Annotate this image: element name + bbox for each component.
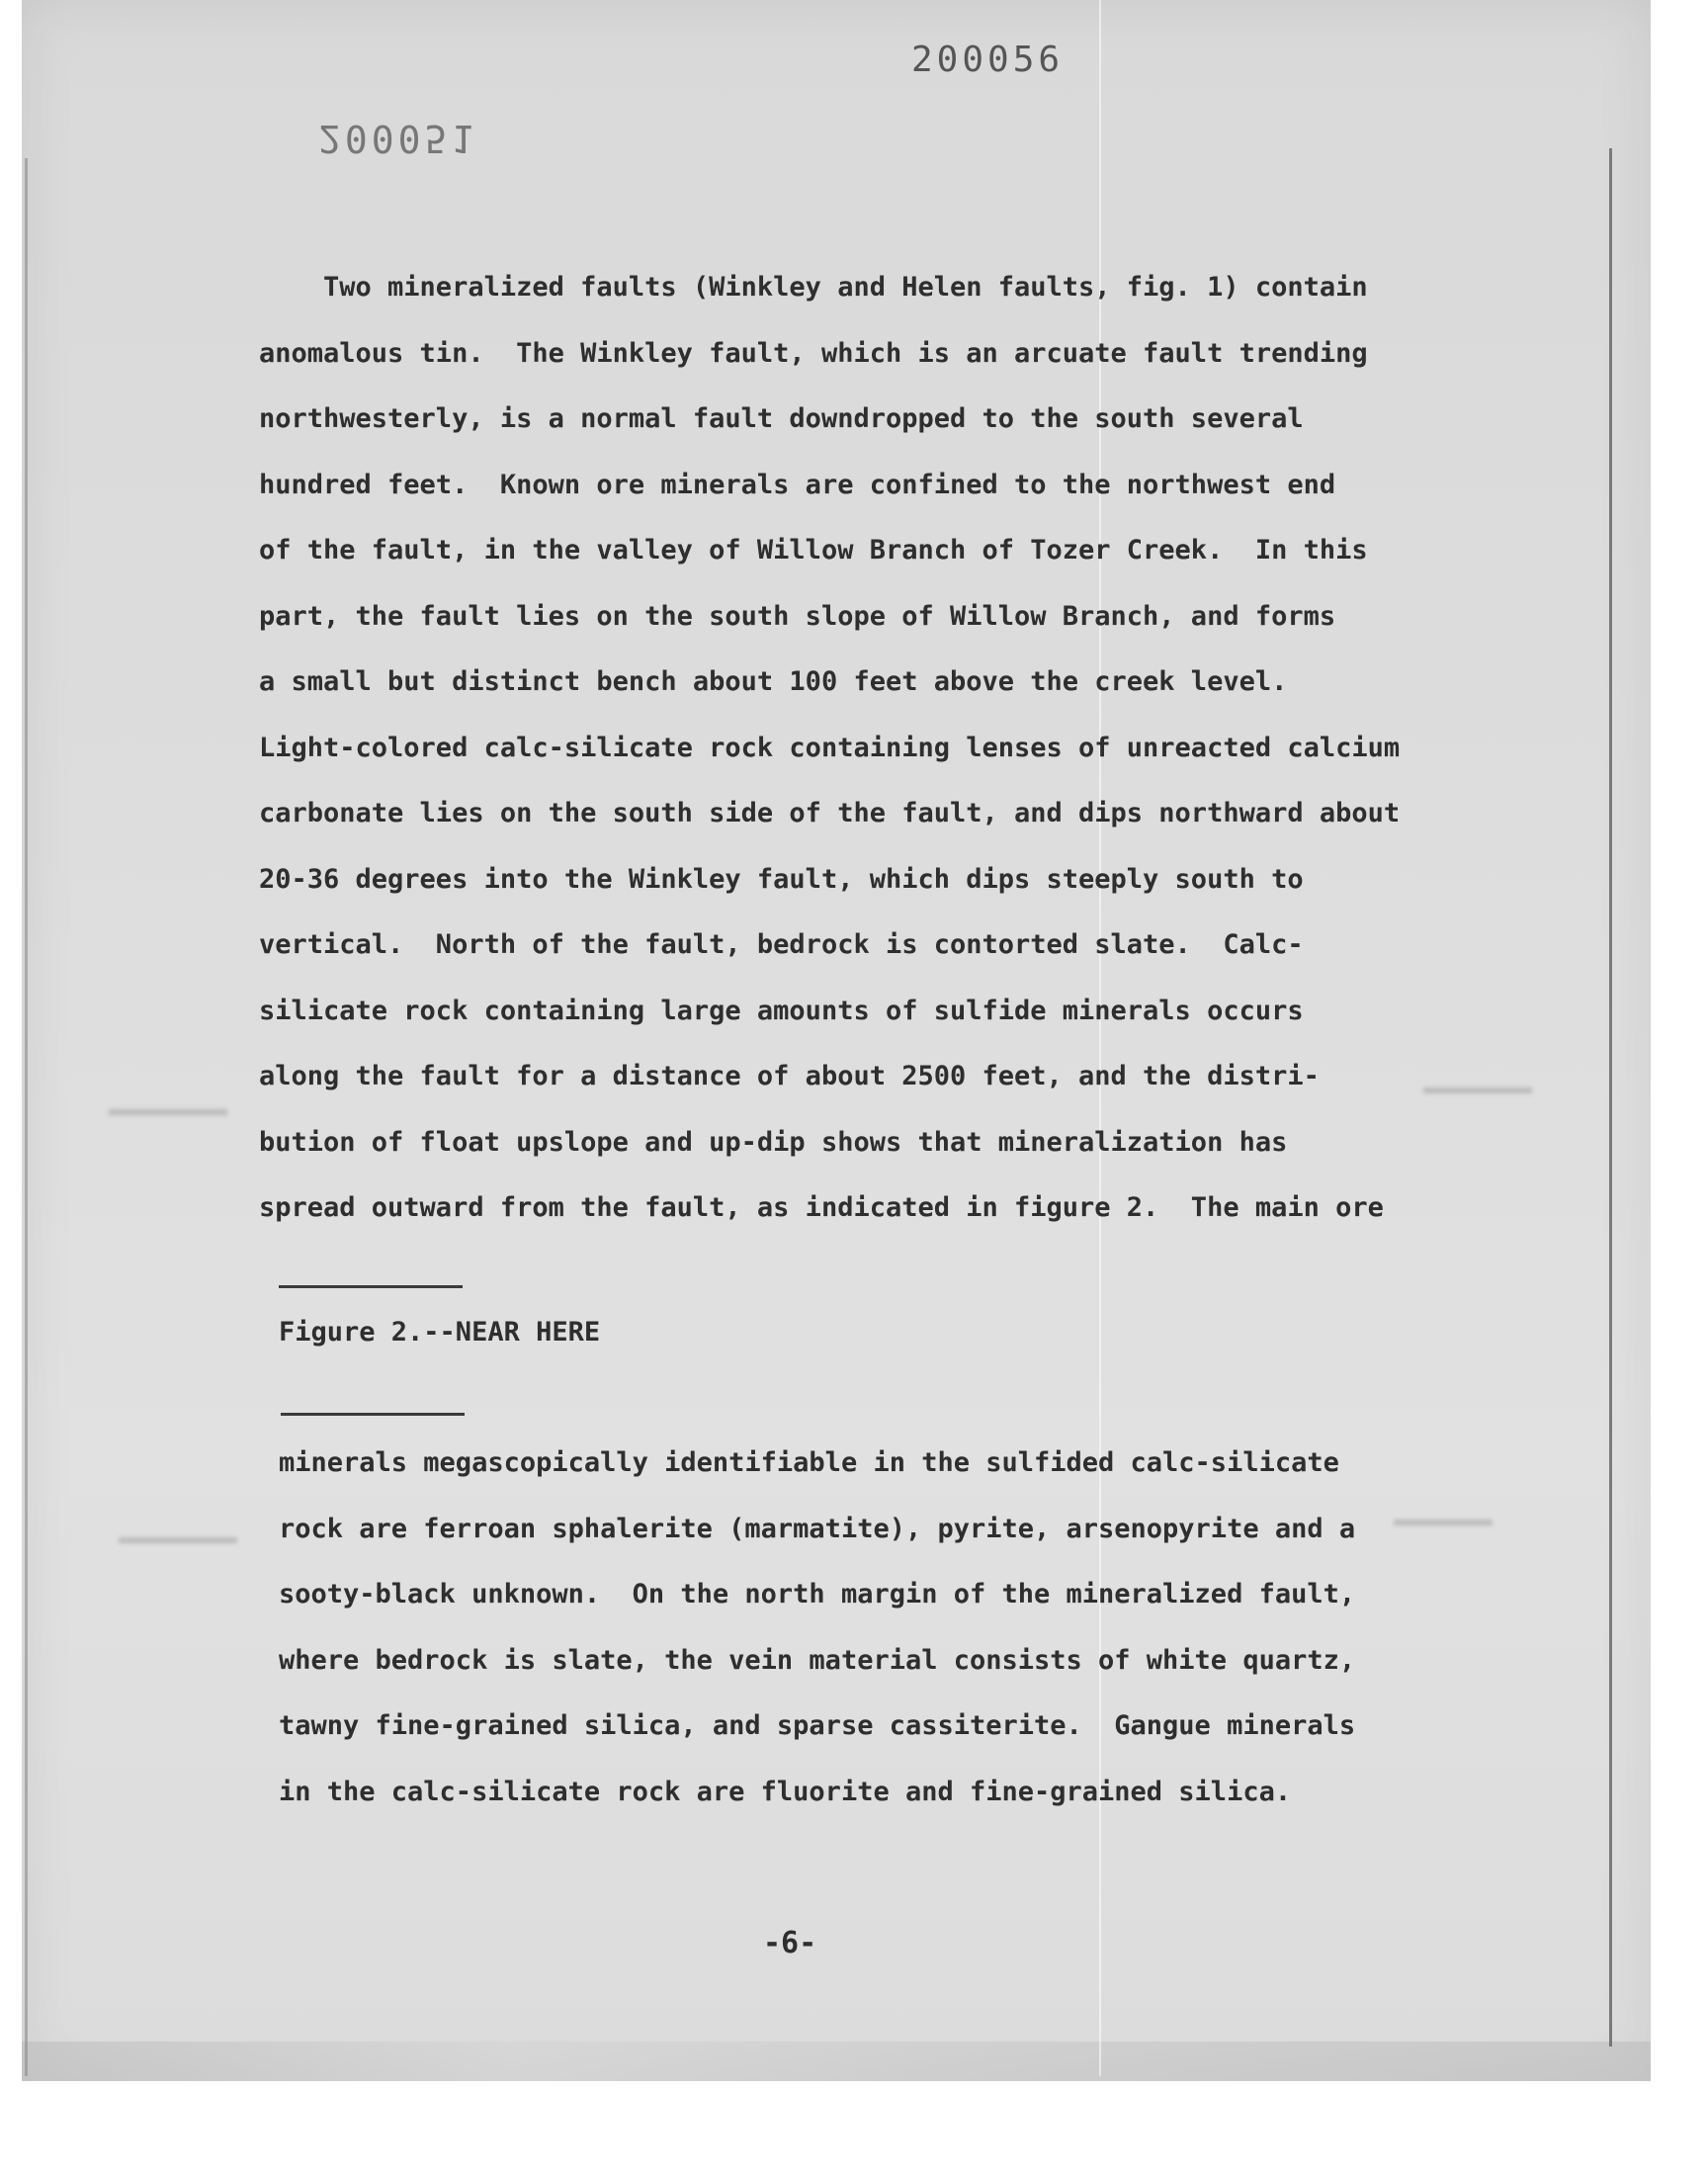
text-line: Two mineralized faults (Winkley and Helen faults, fig. 1) contain [259,272,1368,303]
divider-rule-bottom [281,1413,465,1416]
document-stamp-mirrored: 200051 [318,117,478,160]
paragraph-2 [279,1431,1494,1825]
text-line: hundred feet. Known ore minerals are confined to the northwest end [259,469,1336,500]
text-line: vertical. North of the fault, bedrock is contorted slate. Calc- [259,929,1304,960]
text-line: bution of float upslope and up-dip shows that mineralization has [259,1126,1288,1158]
text-line: of the fault, in the valley of Willow Branch of Tozer Creek. In this [259,535,1368,566]
figure-callout: Figure 2.--NEAR HERE [279,1317,601,1348]
text-line: in the calc-silicate rock are fluorite and fine-grained silica. [279,1776,1292,1807]
document-stamp-number: 200056 [911,40,1065,80]
sheet-right-edge [1609,148,1612,2046]
paragraph-1 [259,255,1475,1242]
text-line: sooty-black unknown. On the north margin of the mineralized fault, [279,1579,1356,1610]
text-line: rock are ferroan sphalerite (marmatite), pyrite, arsenopyrite and a [279,1513,1356,1544]
text-line: northwesterly, is a normal fault downdropped to the south several [259,403,1304,434]
text-line: 20-36 degrees into the Winkley fault, which dips steeply south to [259,863,1304,895]
text-line: anomalous tin. The Winkley fault, which is an arcuate fault trending [259,337,1368,369]
page-number: -6- [763,1926,817,1960]
text-line: silicate rock containing large amounts of sulfide minerals occurs [259,995,1304,1026]
text-line: along the fault for a distance of about 2500 feet, and the distri- [259,1061,1320,1091]
scan-smudge [119,1537,237,1543]
text-line: part, the fault lies on the south slope of Willow Branch, and forms [259,600,1336,632]
sheet-left-edge [25,158,28,2076]
text-line: a small but distinct bench about 100 feet above the creek level. [259,666,1288,697]
text-line: Light-colored calc-silicate rock containing lenses of unreacted calcium [259,732,1401,763]
text-line: where bedrock is slate, the vein material consists of white quartz, [279,1644,1356,1676]
text-line: spread outward from the fault, as indicated in figure 2. The main ore [259,1192,1384,1223]
text-line: minerals megascopically identifiable in the sulfided calc-silicate [279,1447,1339,1478]
scan-smudge [109,1109,227,1115]
divider-rule-top [279,1285,463,1288]
text-line: tawny fine-grained silica, and sparse cassiterite. Gangue minerals [279,1710,1356,1741]
text-line: carbonate lies on the south side of the fault, and dips northward about [259,798,1401,828]
